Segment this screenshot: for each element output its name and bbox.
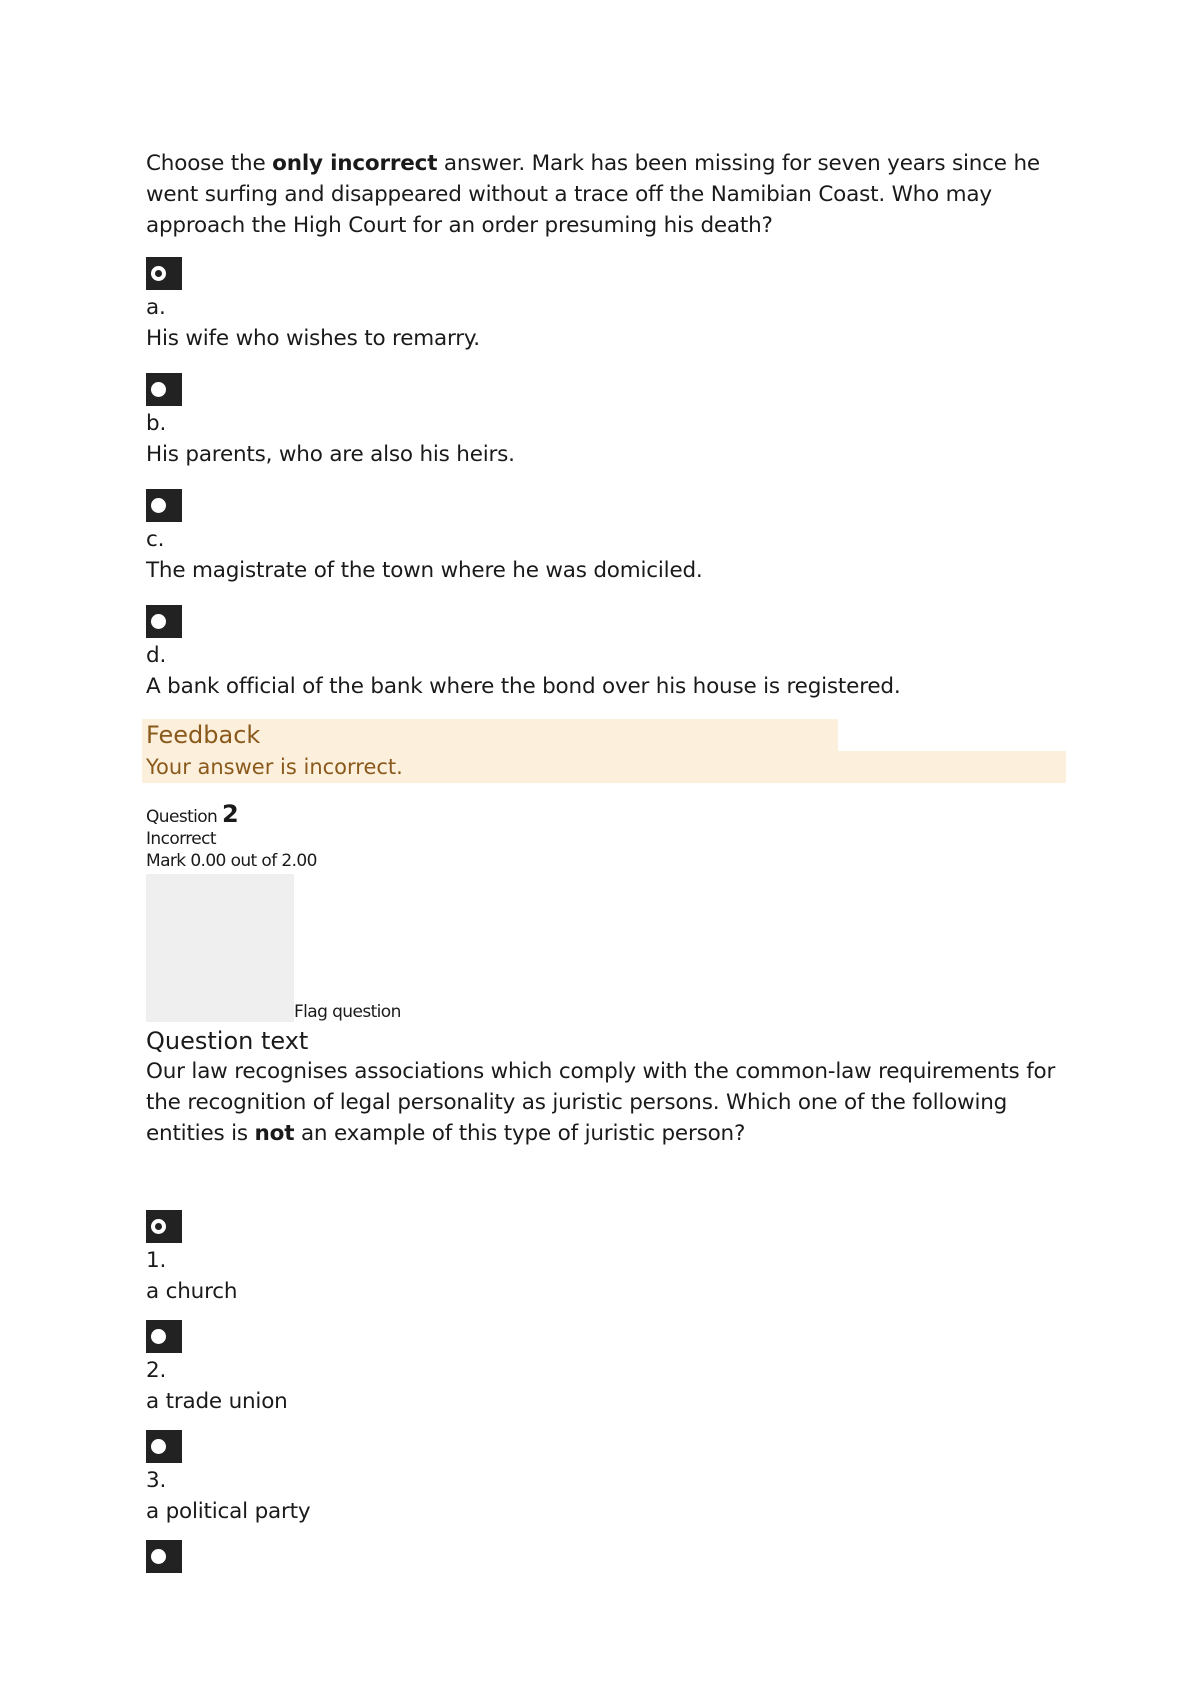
question-mark: Mark 0.00 out of 2.00 [146, 851, 317, 871]
answer-option-b[interactable] [146, 373, 1066, 470]
answer-label: His parents, who are also his heirs. [146, 442, 515, 467]
answer-option-c[interactable] [146, 489, 1066, 586]
quiz-review-page [146, 148, 1066, 1586]
answer-label: A bank official of the bank where the bond over his house is registered. [146, 674, 901, 699]
question-number-value: 2 [222, 800, 239, 828]
answer-letter: 1. [146, 1248, 167, 1273]
radio-button-b[interactable] [146, 373, 182, 406]
answer-option-4[interactable] [146, 1540, 1066, 1573]
radio-unchecked-icon [151, 382, 166, 397]
question-1-text [146, 148, 1066, 241]
feedback-title: Feedback [146, 721, 261, 749]
radio-unchecked-icon [151, 1329, 166, 1344]
question-2-info [146, 800, 1066, 872]
answer-letter: d. [146, 643, 167, 668]
question-text-heading: Question text [146, 1027, 309, 1055]
answer-option-1[interactable] [146, 1210, 1066, 1307]
answer-option-2[interactable] [146, 1320, 1066, 1417]
radio-button-a[interactable] [146, 257, 182, 290]
answer-option-3[interactable] [146, 1430, 1066, 1527]
question-2-answers [146, 1210, 1066, 1573]
question-2-text-emphasis: not [254, 1121, 295, 1146]
answer-label: a church [146, 1279, 238, 1304]
question-state: Incorrect [146, 829, 216, 849]
radio-button-4[interactable] [146, 1540, 182, 1573]
answer-letter: 3. [146, 1468, 167, 1493]
flag-question-label[interactable]: Flag question [294, 1002, 401, 1022]
answer-option-a[interactable] [146, 257, 1066, 354]
radio-button-1[interactable] [146, 1210, 182, 1243]
feedback-text: Your answer is incorrect. [146, 755, 403, 779]
answer-option-d[interactable] [146, 605, 1066, 702]
radio-button-d[interactable] [146, 605, 182, 638]
answer-letter: 2. [146, 1358, 167, 1383]
radio-button-2[interactable] [146, 1320, 182, 1353]
answer-label: a political party [146, 1499, 311, 1524]
answer-letter: a. [146, 295, 166, 320]
question-1-text-emphasis: only incorrect [272, 151, 438, 176]
question-1-text-end: answer. Mark has been missing for seven years since he went surfing and disappeared without a trace off the Namibian Coast. Who may approach the High Court for an order presuming his death? [146, 151, 1040, 238]
flag-icon[interactable] [146, 874, 294, 1022]
question-1-text-start: Choose the [146, 151, 273, 176]
radio-unchecked-icon [151, 1549, 166, 1564]
answer-label: The magistrate of the town where he was domiciled. [146, 558, 703, 583]
radio-unchecked-icon [151, 1439, 166, 1454]
feedback-panel [142, 719, 1066, 783]
question-1-answers [146, 257, 1066, 702]
answer-label: His wife who wishes to remarry. [146, 326, 480, 351]
flag-question-control[interactable] [146, 874, 1066, 1022]
question-2-text [146, 1056, 1066, 1210]
answer-letter: c. [146, 527, 165, 552]
answer-letter: b. [146, 411, 167, 436]
radio-checked-icon [151, 1219, 166, 1234]
question-2-text-start: Our law recognises associations which comply with the common-law requirements for the recognition of legal personality as juristic persons. Which one of the following entities is [146, 1059, 1056, 1146]
radio-unchecked-icon [151, 498, 166, 513]
radio-unchecked-icon [151, 614, 166, 629]
question-number-label: Question [146, 807, 223, 827]
question-number [146, 800, 1066, 828]
radio-button-3[interactable] [146, 1430, 182, 1463]
question-2-text-end: an example of this type of juristic person? [294, 1121, 746, 1146]
radio-button-c[interactable] [146, 489, 182, 522]
answer-label: a trade union [146, 1389, 288, 1414]
radio-checked-icon [151, 266, 166, 281]
